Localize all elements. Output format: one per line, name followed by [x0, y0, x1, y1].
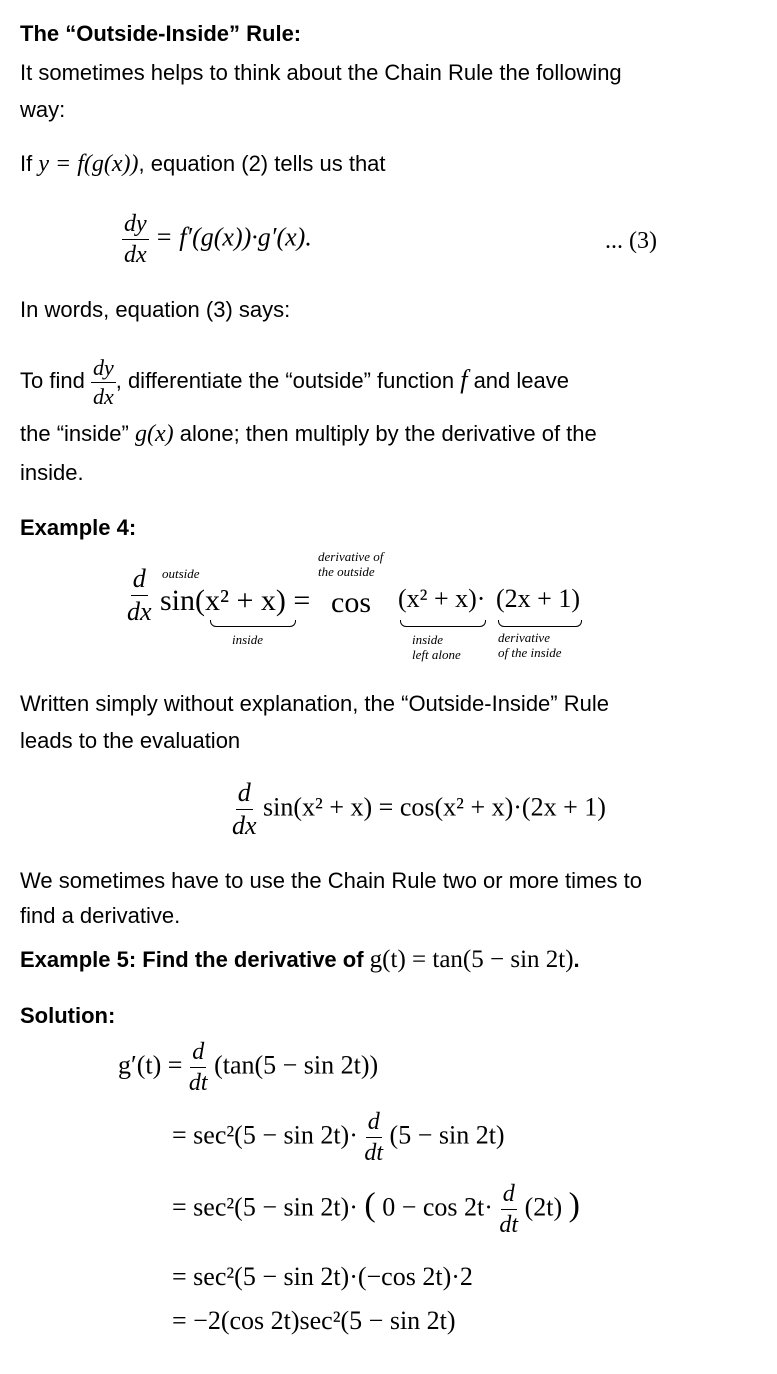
- inside-line-b: alone; then multiply by the derivative of the: [179, 421, 597, 446]
- fraction-denominator: dx: [127, 597, 152, 626]
- if-suffix: , equation (2) tells us that: [138, 151, 386, 176]
- dy-dx-inline-fraction: [91, 354, 116, 409]
- equation-3-tag: ... (3): [605, 228, 657, 254]
- written-line-1: Written simply without explanation, the “Outside-Inside” Rule: [20, 691, 609, 716]
- evaluation-equation: [232, 780, 606, 839]
- dy-dx-fraction: [122, 212, 149, 267]
- derivative-inside-label-2: of the inside: [498, 645, 562, 660]
- evaluation-rhs: sin(x² + x) = cos(x² + x)·(2x + 1): [263, 792, 606, 822]
- solution-line-1: [118, 1040, 378, 1095]
- equation-3: [122, 212, 312, 267]
- words-line: In words, equation (3) says:: [20, 297, 291, 322]
- solution-label: Solution:: [20, 1003, 116, 1028]
- intro-line-2: way:: [20, 97, 66, 122]
- d-dx-fraction: [127, 566, 152, 625]
- inside-argument: (x² + x)·: [398, 584, 486, 613]
- inside-left-brace: [400, 620, 486, 627]
- fraction-denominator: dt: [499, 1212, 519, 1238]
- to-find-end: and leave: [473, 368, 569, 393]
- cos-term: cos: [331, 586, 371, 619]
- solution-line-3-b: 0 − cos 2t·: [382, 1192, 493, 1222]
- solution-line-3-a: = sec²(5 − sin 2t)·: [172, 1192, 358, 1222]
- fraction-denominator: dt: [188, 1070, 208, 1096]
- inside-line-a: the “inside”: [20, 421, 129, 446]
- solution-line-4: = sec²(5 − sin 2t)·(−cos 2t)·2: [172, 1262, 473, 1291]
- to-find-prefix: To find: [20, 368, 85, 393]
- if-expression: y = f(g(x)): [38, 151, 139, 177]
- example-5-expression: g(t) = tan(5 − sin 2t): [369, 946, 574, 973]
- example-5-label: Example 5: Find the derivative of: [20, 947, 364, 972]
- solution-line-2: [172, 1110, 505, 1165]
- example-5-statement: [20, 942, 580, 978]
- solution-line-3-c: (2t): [524, 1192, 563, 1222]
- if-prefix: If: [20, 151, 33, 176]
- outside-function-f: f: [460, 365, 468, 394]
- fraction-numerator: d: [190, 1040, 206, 1068]
- intro-line-1: It sometimes helps to think about the Chain Rule the following: [20, 60, 622, 85]
- fraction-denominator: dx: [232, 811, 257, 840]
- derivative-of-outside-label-2: the outside: [318, 564, 375, 579]
- example-4-label: Example 4:: [20, 515, 137, 540]
- example-5-period: .: [573, 947, 580, 972]
- sometimes-line-2: find a derivative.: [20, 903, 181, 928]
- big-paren-close: ): [568, 1186, 580, 1224]
- solution-line-5: = −2(cos 2t)sec²(5 − sin 2t): [172, 1306, 456, 1335]
- to-find-sentence: [20, 350, 569, 411]
- inside-brace: [210, 620, 296, 627]
- inside-left-label-1: inside: [412, 632, 444, 647]
- fraction-numerator: dy: [91, 357, 116, 383]
- outside-label: outside: [162, 566, 200, 581]
- page-heading: The “Outside-Inside” Rule:: [20, 21, 302, 46]
- fraction-denominator: dx: [92, 383, 114, 409]
- inside-function-g: g(x): [134, 421, 174, 447]
- if-sentence: [20, 146, 386, 182]
- big-paren-open: (: [364, 1186, 376, 1224]
- to-find-mid: , differentiate the “outside” function: [115, 368, 455, 393]
- solution-line-1-lhs: g′(t) =: [118, 1050, 183, 1080]
- fraction-numerator: d: [501, 1182, 517, 1210]
- sometimes-line-1: We sometimes have to use the Chain Rule two or more times to: [20, 868, 642, 893]
- inside-line-2: inside.: [20, 460, 84, 485]
- fraction-numerator: d: [131, 566, 148, 596]
- fraction-numerator: d: [236, 780, 253, 810]
- d-dx-fraction: [232, 780, 257, 839]
- fraction-numerator: dy: [122, 212, 149, 240]
- derivative-of-inside: (2x + 1): [496, 584, 580, 613]
- inside-line: [20, 416, 597, 452]
- derivative-inside-label-1: derivative: [498, 630, 550, 645]
- solution-line-1-rhs: (tan(5 − sin 2t)): [214, 1050, 379, 1080]
- sin-expression: sin(x² + x) =: [160, 584, 311, 617]
- written-line-2: leads to the evaluation: [20, 728, 241, 753]
- d-dt-fraction: [499, 1182, 518, 1237]
- solution-line-3: [172, 1182, 580, 1237]
- fraction-numerator: d: [366, 1110, 382, 1138]
- inside-label: inside: [232, 632, 264, 647]
- derivative-of-outside-label-1: derivative of: [318, 549, 384, 564]
- inside-left-label-2: left alone: [412, 647, 461, 662]
- solution-line-2-b: (5 − sin 2t): [389, 1120, 505, 1150]
- d-dt-fraction: [364, 1110, 383, 1165]
- fraction-denominator: dx: [124, 242, 147, 268]
- fraction-denominator: dt: [364, 1140, 384, 1166]
- solution-line-2-a: = sec²(5 − sin 2t)·: [172, 1120, 358, 1150]
- derivative-inside-brace: [498, 620, 582, 627]
- d-dt-fraction: [189, 1040, 208, 1095]
- equation-3-rhs: = f′(g(x))·g′(x).: [155, 222, 312, 252]
